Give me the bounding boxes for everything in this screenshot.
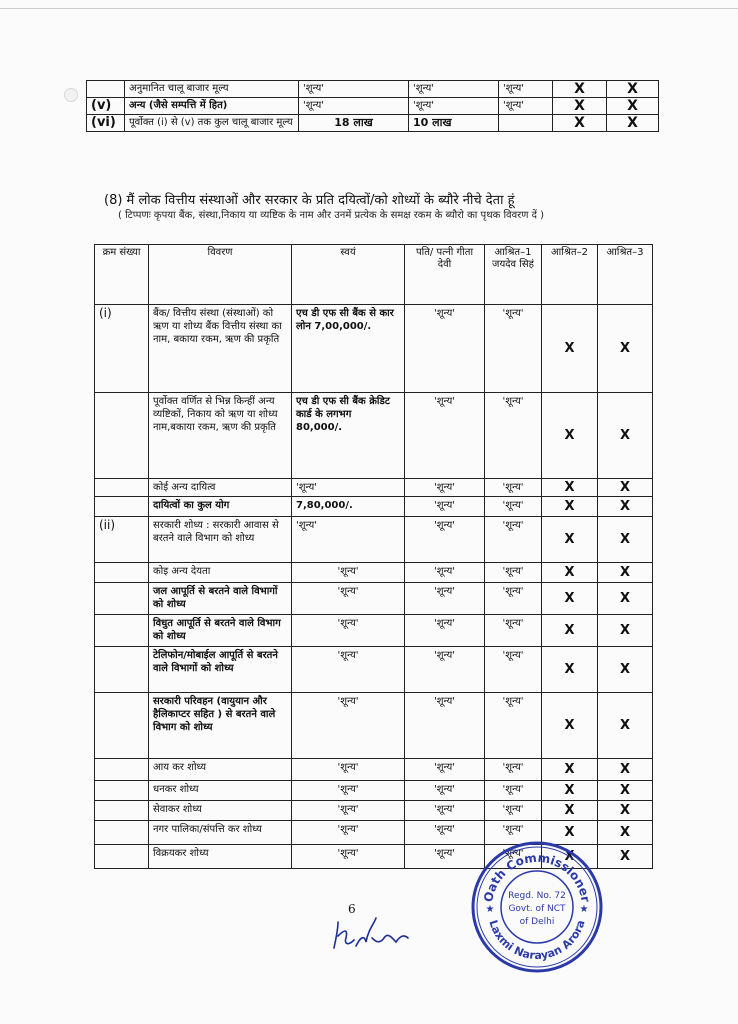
row-description: नगर पालिका/संपत्ति कर शोध्य [149, 821, 292, 845]
table-row [87, 98, 659, 115]
row-description: जल आपूर्ति से बरतने वाले विभागों को शोध्य [149, 583, 292, 615]
cell-spouse: 'शून्य' [405, 563, 485, 583]
row-number: (ii) [95, 517, 149, 563]
cell-dependent-3: X [607, 98, 659, 115]
row-description: आय कर शोध्य [149, 759, 292, 781]
cell-dependent-2: X [553, 81, 607, 98]
punch-hole [64, 88, 78, 102]
cell-dependent-3: X [598, 563, 653, 583]
row-number [87, 81, 125, 98]
cell-spouse: 'शून्य' [409, 81, 499, 98]
cell-dependent-1: 'शून्य' [485, 845, 542, 869]
seal-line-3: of Delhi [519, 917, 555, 927]
page-number: 6 [348, 902, 356, 916]
row-number: (i) [95, 305, 149, 393]
seal-star-icon: ★ [485, 904, 495, 915]
cell-self: 'शून्य' [292, 517, 405, 563]
cell-self: 'शून्य' [299, 98, 409, 115]
row-number [95, 497, 149, 517]
cell-dependent-3: X [598, 497, 653, 517]
table-row [95, 801, 653, 821]
cell-dependent-2: X [542, 479, 598, 497]
cell-spouse: 'शून्य' [405, 845, 485, 869]
cell-self: 'शून्य' [292, 781, 405, 801]
cell-dependent-1: 'शून्य' [485, 693, 542, 759]
cell-dependent-3: X [598, 781, 653, 801]
cell-dependent-3: X [598, 393, 653, 479]
signature [326, 908, 416, 958]
cell-dependent-3: X [607, 115, 659, 132]
cell-dependent-2: X [553, 98, 607, 115]
cell-dependent-1: 'शून्य' [499, 81, 553, 98]
cell-dependent-1 [499, 115, 553, 132]
header-self: स्वयं [292, 245, 405, 305]
cell-spouse: 10 लाख [409, 115, 499, 132]
row-description: धनकर शोध्य [149, 781, 292, 801]
cell-dependent-2: X [553, 115, 607, 132]
table-row [95, 563, 653, 583]
row-number [95, 583, 149, 615]
cell-dependent-1: 'शून्य' [485, 647, 542, 693]
row-description: विधुत आपूर्ति से बरतने वाले विभाग को शोध्य [149, 615, 292, 647]
cell-dependent-1: 'शून्य' [485, 801, 542, 821]
cell-dependent-1: 'शून्य' [485, 305, 542, 393]
cell-dependent-3: X [598, 759, 653, 781]
cell-dependent-1: 'शून्य' [485, 517, 542, 563]
row-number [95, 647, 149, 693]
cell-dependent-1: 'शून्य' [485, 393, 542, 479]
row-description: सरकारी शोध्य : सरकारी आवास से बरतने वाले विभाग को शोध्य [149, 517, 292, 563]
table-row [87, 81, 659, 98]
cell-dependent-2: X [542, 563, 598, 583]
cell-dependent-2: X [542, 393, 598, 479]
cell-dependent-1: 'शून्य' [485, 759, 542, 781]
row-description: सरकारी परिवहन (वायुयान और हैलिकाप्टर सहित ) से बरतने वाले विभाग को शोध्य [149, 693, 292, 759]
row-number [95, 563, 149, 583]
cell-dependent-3: X [598, 583, 653, 615]
row-description: अनुमानित चालू बाजार मूल्य [125, 81, 299, 98]
cell-dependent-2: X [542, 693, 598, 759]
row-description: पूर्वोक्त वर्णित से भिन्न किन्हीं अन्य व्यष्टिकों, निकाय को ऋण या शोध्य नाम,बकाया रकम, ऋण की प्रकृति [149, 393, 292, 479]
row-description: दायित्वों का कुल योग [149, 497, 292, 517]
cell-self: एच डी एफ सी बैंक से कार लोन 7,00,000/. [292, 305, 405, 393]
page-edge [0, 8, 738, 9]
cell-dependent-1: 'शून्य' [485, 583, 542, 615]
cell-spouse: 'शून्य' [405, 801, 485, 821]
row-number [95, 845, 149, 869]
table-row [95, 393, 653, 479]
table-row [95, 647, 653, 693]
row-description: अन्य (जैसे सम्पत्ति में हित) [125, 98, 299, 115]
cell-dependent-2: X [542, 781, 598, 801]
cell-dependent-3: X [598, 693, 653, 759]
cell-dependent-2: X [542, 801, 598, 821]
cell-dependent-3: X [598, 305, 653, 393]
cell-self: 'शून्य' [292, 563, 405, 583]
cell-self: 7,80,000/. [292, 497, 405, 517]
cell-spouse: 'शून्य' [405, 583, 485, 615]
cell-self: 'शून्य' [292, 583, 405, 615]
cell-dependent-2: X [542, 497, 598, 517]
cell-self: 'शून्य' [292, 821, 405, 845]
liabilities-table [94, 244, 653, 869]
table-row [95, 759, 653, 781]
row-number [95, 393, 149, 479]
cell-dependent-2: X [542, 845, 598, 869]
cell-dependent-1: 'शून्य' [485, 479, 542, 497]
cell-dependent-2: X [542, 517, 598, 563]
cell-dependent-1: 'शून्य' [499, 98, 553, 115]
table-header-row [95, 245, 653, 305]
cell-spouse: 'शून्य' [409, 98, 499, 115]
table-row [95, 615, 653, 647]
table-row [95, 583, 653, 615]
cell-spouse: 'शून्य' [405, 781, 485, 801]
cell-spouse: 'शून्य' [405, 393, 485, 479]
cell-dependent-1: 'शून्य' [485, 781, 542, 801]
cell-self: 'शून्य' [292, 759, 405, 781]
cell-spouse: 'शून्य' [405, 615, 485, 647]
row-number [95, 693, 149, 759]
table-row [95, 693, 653, 759]
cell-self: 'शून्य' [299, 81, 409, 98]
cell-dependent-3: X [598, 801, 653, 821]
seal-line-2: Govt. of NCT [508, 904, 566, 914]
cell-dependent-2: X [542, 821, 598, 845]
table-row [95, 517, 653, 563]
row-description: टेलिफोन/मोबाईल आपूर्ति से बरतने वाले विभागों को शोध्य [149, 647, 292, 693]
row-number: (v) [87, 98, 125, 115]
cell-dependent-1: 'शून्य' [485, 615, 542, 647]
row-description: पूर्वोक्त (i) से (v) तक कुल चालू बाजार मूल्य [125, 115, 299, 132]
row-description: कोइ अन्य देयता [149, 563, 292, 583]
cell-spouse: 'शून्य' [405, 517, 485, 563]
cell-self: 18 लाख [299, 115, 409, 132]
cell-dependent-1: 'शून्य' [485, 563, 542, 583]
cell-dependent-3: X [598, 615, 653, 647]
cell-self: 'शून्य' [292, 845, 405, 869]
row-number [95, 801, 149, 821]
seal-arc-bottom: Laxmi Narayan Arora [486, 918, 588, 963]
assets-table [86, 80, 659, 132]
cell-spouse: 'शून्य' [405, 821, 485, 845]
cell-dependent-2: X [542, 615, 598, 647]
cell-self: 'शून्य' [292, 647, 405, 693]
cell-spouse: 'शून्य' [405, 479, 485, 497]
cell-dependent-1: 'शून्य' [485, 821, 542, 845]
table-row [87, 115, 659, 132]
row-number [95, 479, 149, 497]
row-number [95, 781, 149, 801]
row-description: बैंक/ वित्तीय संस्था (संस्थाओं) को ऋण या शोध्य बैंक वित्तीय संस्था का नाम, बकाया रकम, ऋण की प्रकृति [149, 305, 292, 393]
cell-self: 'शून्य' [292, 615, 405, 647]
table-row [95, 781, 653, 801]
cell-spouse: 'शून्य' [405, 759, 485, 781]
oath-commissioner-seal [468, 838, 606, 976]
header-dependent-3: आश्रित–3 [598, 245, 653, 305]
cell-spouse: 'शून्य' [405, 647, 485, 693]
cell-self: 'शून्य' [292, 801, 405, 821]
cell-dependent-2: X [542, 305, 598, 393]
cell-dependent-2: X [542, 759, 598, 781]
cell-spouse: 'शून्य' [405, 497, 485, 517]
cell-spouse: 'शून्य' [405, 693, 485, 759]
row-number [95, 615, 149, 647]
row-description: कोई अन्य दायित्व [149, 479, 292, 497]
header-serial-no: क्रम संख्या [95, 245, 149, 305]
cell-dependent-3: X [598, 845, 653, 869]
cell-self: 'शून्य' [292, 479, 405, 497]
section-heading: (8) मैं लोक वित्तीय संस्थाओं और सरकार के प्रति दयित्वों/को शोध्यों के ब्यौरे नीचे देता हूं [104, 193, 515, 208]
cell-dependent-3: X [598, 647, 653, 693]
cell-dependent-3: X [607, 81, 659, 98]
row-description: विक्रयकर शोध्य [149, 845, 292, 869]
row-number [95, 821, 149, 845]
cell-dependent-2: X [542, 583, 598, 615]
cell-dependent-3: X [598, 821, 653, 845]
seal-star-icon: ★ [579, 904, 589, 915]
cell-dependent-2: X [542, 647, 598, 693]
section-note: ( टिप्पणः कृपया बैंक, संस्था,निकाय या व्यष्टिक के नाम और उनमें प्रत्येक के समक्ष रकम के ब्यौरो का पृथक विवरण दें ) [118, 210, 545, 221]
cell-dependent-3: X [598, 479, 653, 497]
table-row [95, 479, 653, 497]
cell-dependent-1: 'शून्य' [485, 497, 542, 517]
header-dependent-2: आश्रित–2 [542, 245, 598, 305]
row-number: (vi) [87, 115, 125, 132]
seal-arc-top: Oath Commissioner [481, 850, 593, 904]
cell-self: 'शून्य' [292, 693, 405, 759]
cell-spouse: 'शून्य' [405, 305, 485, 393]
table-row [95, 497, 653, 517]
header-description: विवरण [149, 245, 292, 305]
table-row [95, 305, 653, 393]
row-description: सेवाकर शोध्य [149, 801, 292, 821]
header-spouse: पति/ पत्नी गीता देवी [405, 245, 485, 305]
seal-line-1: Regd. No. 72 [508, 891, 566, 901]
cell-dependent-3: X [598, 517, 653, 563]
row-number [95, 759, 149, 781]
header-dependent-1: आश्रित–1 जयदेव सिहं [485, 245, 542, 305]
cell-self: एच डी एफ सी बैंक क्रेडिट कार्ड के लगभग 80,000/. [292, 393, 405, 479]
